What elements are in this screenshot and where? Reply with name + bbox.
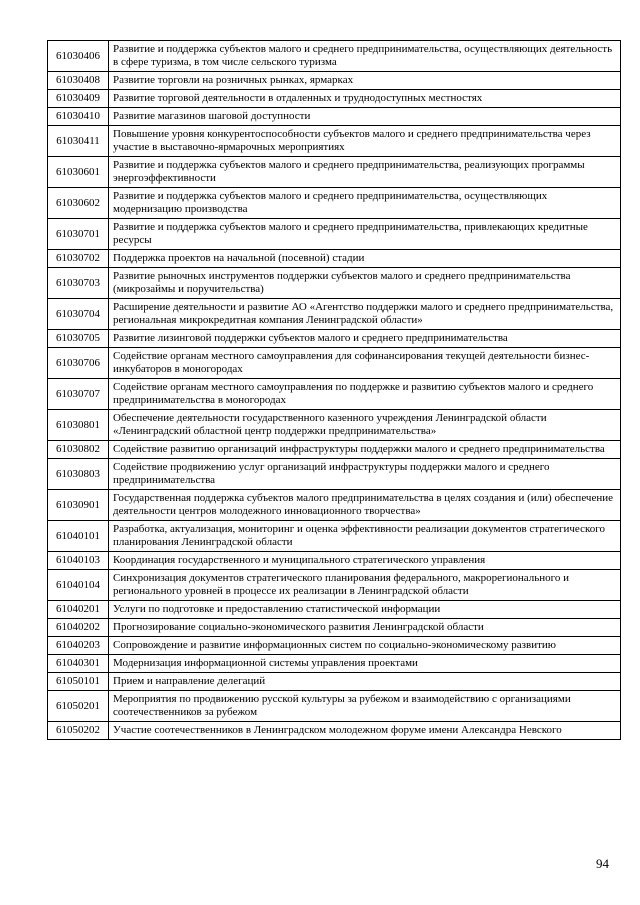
description-cell: Содействие органам местного самоуправления по поддержке и развитию субъектов малого и среднего предпринимательства в моногородах bbox=[109, 379, 621, 410]
table-row bbox=[48, 691, 621, 722]
table-row bbox=[48, 41, 621, 72]
description-cell: Участие соотечественников в Ленинградском молодежном форуме имени Александра Невского bbox=[109, 722, 621, 740]
table-row bbox=[48, 655, 621, 673]
code-cell: 61030705 bbox=[48, 330, 109, 348]
code-cell: 61040101 bbox=[48, 521, 109, 552]
table-row bbox=[48, 330, 621, 348]
description-cell: Развитие рыночных инструментов поддержки субъектов малого и среднего предпринимательства (микрозаймы и поручительства) bbox=[109, 268, 621, 299]
code-cell: 61030406 bbox=[48, 41, 109, 72]
table-row bbox=[48, 299, 621, 330]
table-row bbox=[48, 552, 621, 570]
table-row bbox=[48, 90, 621, 108]
code-cell: 61030601 bbox=[48, 157, 109, 188]
description-cell: Развитие торговой деятельности в отдаленных и труднодоступных местностях bbox=[109, 90, 621, 108]
table-row bbox=[48, 637, 621, 655]
table-row bbox=[48, 250, 621, 268]
table-row bbox=[48, 441, 621, 459]
code-cell: 61030701 bbox=[48, 219, 109, 250]
code-cell: 61040104 bbox=[48, 570, 109, 601]
table-row bbox=[48, 459, 621, 490]
code-cell: 61030901 bbox=[48, 490, 109, 521]
description-cell: Мероприятия по продвижению русской культуры за рубежом и взаимодействию с организациями соотечественников за рубежом bbox=[109, 691, 621, 722]
description-cell: Развитие и поддержка субъектов малого и среднего предпринимательства, реализующих программы энергоэффективности bbox=[109, 157, 621, 188]
code-cell: 61030410 bbox=[48, 108, 109, 126]
table-row bbox=[48, 722, 621, 740]
description-cell: Обеспечение деятельности государственного казенного учреждения Ленинградской области «Ленинградский областной центр поддержки предпринимательства» bbox=[109, 410, 621, 441]
description-cell: Прием и направление делегаций bbox=[109, 673, 621, 691]
code-cell: 61050201 bbox=[48, 691, 109, 722]
code-cell: 61050202 bbox=[48, 722, 109, 740]
description-cell: Разработка, актуализация, мониторинг и оценка эффективности реализации документов стратегического планирования Ленинградской области bbox=[109, 521, 621, 552]
code-cell: 61030702 bbox=[48, 250, 109, 268]
table-row bbox=[48, 490, 621, 521]
code-cell: 61030803 bbox=[48, 459, 109, 490]
table-body bbox=[48, 41, 621, 740]
code-cell: 61040103 bbox=[48, 552, 109, 570]
description-cell: Модернизация информационной системы управления проектами bbox=[109, 655, 621, 673]
description-cell: Развитие торговли на розничных рынках, ярмарках bbox=[109, 72, 621, 90]
code-cell: 61030704 bbox=[48, 299, 109, 330]
description-cell: Расширение деятельности и развитие АО «Агентство поддержки малого и среднего предпринимательства, региональная микрокредитная компания Ленинградской области» bbox=[109, 299, 621, 330]
table-row bbox=[48, 673, 621, 691]
description-cell: Развитие и поддержка субъектов малого и среднего предпринимательства, осуществляющих модернизацию производства bbox=[109, 188, 621, 219]
code-cell: 61040203 bbox=[48, 637, 109, 655]
table-row bbox=[48, 410, 621, 441]
code-cell: 61030706 bbox=[48, 348, 109, 379]
description-cell: Развитие и поддержка субъектов малого и среднего предпринимательства, привлекающих кредитные ресурсы bbox=[109, 219, 621, 250]
description-cell: Сопровождение и развитие информационных систем по социально-экономическому развитию bbox=[109, 637, 621, 655]
description-cell: Содействие развитию организаций инфраструктуры поддержки малого и среднего предпринимательства bbox=[109, 441, 621, 459]
description-cell: Государственная поддержка субъектов малого предпринимательства в целях создания и (или) обеспечение деятельности центров молодежного инновационного творчества» bbox=[109, 490, 621, 521]
description-cell: Прогнозирование социально-экономического развития Ленинградской области bbox=[109, 619, 621, 637]
table-row bbox=[48, 348, 621, 379]
description-cell: Развитие магазинов шаговой доступности bbox=[109, 108, 621, 126]
description-cell: Развитие лизинговой поддержки субъектов малого и среднего предпринимательства bbox=[109, 330, 621, 348]
table-row bbox=[48, 188, 621, 219]
table-row bbox=[48, 570, 621, 601]
code-cell: 61040201 bbox=[48, 601, 109, 619]
code-cell: 61030802 bbox=[48, 441, 109, 459]
description-cell: Содействие органам местного самоуправления для софинансирования текущей деятельности бизнес-инкубаторов в моногородах bbox=[109, 348, 621, 379]
table-row bbox=[48, 219, 621, 250]
description-cell: Координация государственного и муниципального стратегического управления bbox=[109, 552, 621, 570]
code-cell: 61030408 bbox=[48, 72, 109, 90]
code-cell: 61030411 bbox=[48, 126, 109, 157]
table-row bbox=[48, 619, 621, 637]
description-cell: Содействие продвижению услуг организаций инфраструктуры поддержки малого и среднего предпринимательства bbox=[109, 459, 621, 490]
budget-codes-table bbox=[47, 40, 621, 740]
table-row bbox=[48, 601, 621, 619]
code-cell: 61030409 bbox=[48, 90, 109, 108]
table-row bbox=[48, 108, 621, 126]
description-cell: Развитие и поддержка субъектов малого и среднего предпринимательства, осуществляющих деятельность в сфере туризма, в том числе сельского туризма bbox=[109, 41, 621, 72]
description-cell: Синхронизация документов стратегического планирования федерального, макрорегионального и регионального уровней в процессе их реализации в Ленинградской области bbox=[109, 570, 621, 601]
code-cell: 61030602 bbox=[48, 188, 109, 219]
table-row bbox=[48, 379, 621, 410]
table-row bbox=[48, 521, 621, 552]
table-row bbox=[48, 72, 621, 90]
description-cell: Повышение уровня конкурентоспособности субъектов малого и среднего предпринимательства через участие в выставочно-ярмарочных мероприятиях bbox=[109, 126, 621, 157]
page-number: 94 bbox=[596, 856, 609, 871]
code-cell: 61030801 bbox=[48, 410, 109, 441]
code-cell: 61030707 bbox=[48, 379, 109, 410]
code-cell: 61040202 bbox=[48, 619, 109, 637]
code-cell: 61050101 bbox=[48, 673, 109, 691]
description-cell: Услуги по подготовке и предоставлению статистической информации bbox=[109, 601, 621, 619]
description-cell: Поддержка проектов на начальной (посевной) стадии bbox=[109, 250, 621, 268]
code-cell: 61040301 bbox=[48, 655, 109, 673]
table-row bbox=[48, 157, 621, 188]
table-row bbox=[48, 268, 621, 299]
table-row bbox=[48, 126, 621, 157]
code-cell: 61030703 bbox=[48, 268, 109, 299]
